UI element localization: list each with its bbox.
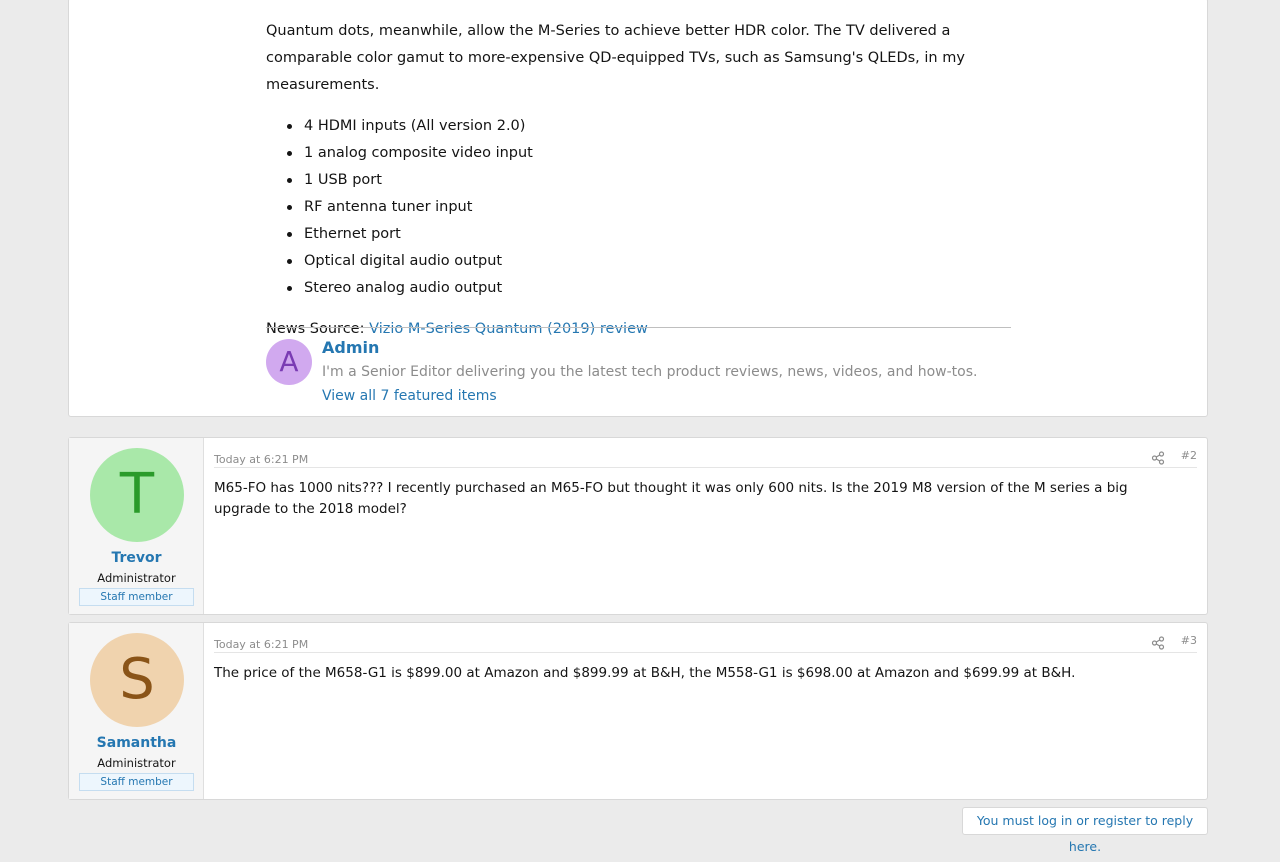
list-item: RF antenna tuner input [304, 194, 1011, 221]
list-item: 1 analog composite video input [304, 140, 1011, 167]
username-link[interactable]: Trevor [111, 550, 162, 566]
news-source-label: News Source: [266, 321, 365, 337]
post-main [214, 623, 1197, 799]
list-item: Optical digital audio output [304, 248, 1011, 275]
post-3 [68, 622, 1208, 800]
staff-badge: Staff member [79, 773, 194, 791]
list-item: Stereo analog audio output [304, 275, 1011, 302]
spec-list [304, 113, 1011, 302]
article-paragraph: Quantum dots, meanwhile, allow the M-Series to achieve better HDR color. The TV delivered a comparable color gamut to more-expensive QD-equipped TVs, such as Samsung's QLEDs, in my measurements. [266, 23, 965, 93]
username-link[interactable]: Samantha [96, 735, 177, 751]
post-2 [68, 437, 1208, 615]
share-icon[interactable] [1151, 635, 1165, 649]
post-content: The price of the M658-G1 is $899.00 at Amazon and $899.99 at B&H, the M558-G1 is $698.00 at Amazon and $699.99 at B&H. [214, 665, 1076, 681]
author-avatar[interactable]: A [266, 339, 312, 385]
post-number-link[interactable]: #2 [1180, 449, 1197, 462]
login-to-reply-link[interactable]: You must log in or register to reply here. [962, 807, 1208, 835]
post-header [214, 633, 1197, 653]
featured-items-link[interactable]: View all 7 featured items [322, 388, 497, 404]
post-user-panel [69, 438, 204, 614]
post-content: M65-FO has 1000 nits??? I recently purchased an M65-FO but thought it was only 600 nits. Is the 2019 M8 version of the M series a big upgrade to the 2018 model? [214, 480, 1128, 517]
post-number-link[interactable]: #3 [1180, 634, 1197, 647]
list-item: 4 HDMI inputs (All version 2.0) [304, 113, 1011, 140]
post-timestamp[interactable]: Today at 6:21 PM [214, 453, 309, 466]
list-item: 1 USB port [304, 167, 1011, 194]
author-bio: I'm a Senior Editor delivering you the latest tech product reviews, news, videos, and how-tos. [322, 364, 978, 380]
post-main [214, 438, 1197, 614]
post-header [214, 448, 1197, 468]
avatar[interactable]: S [90, 633, 184, 727]
post-user-panel [69, 623, 204, 799]
list-item: Ethernet port [304, 221, 1011, 248]
author-block [266, 327, 1011, 407]
author-name-link[interactable]: Admin [322, 338, 380, 357]
user-title: Administrator [97, 756, 176, 770]
user-title: Administrator [97, 571, 176, 585]
article-body [266, 18, 1011, 343]
post-timestamp[interactable]: Today at 6:21 PM [214, 638, 309, 651]
avatar[interactable]: T [90, 448, 184, 542]
news-source-link[interactable]: Vizio M-Series Quantum (2019) review [369, 321, 648, 337]
share-icon[interactable] [1151, 450, 1165, 464]
staff-badge: Staff member [79, 588, 194, 606]
article-post [68, 0, 1208, 417]
